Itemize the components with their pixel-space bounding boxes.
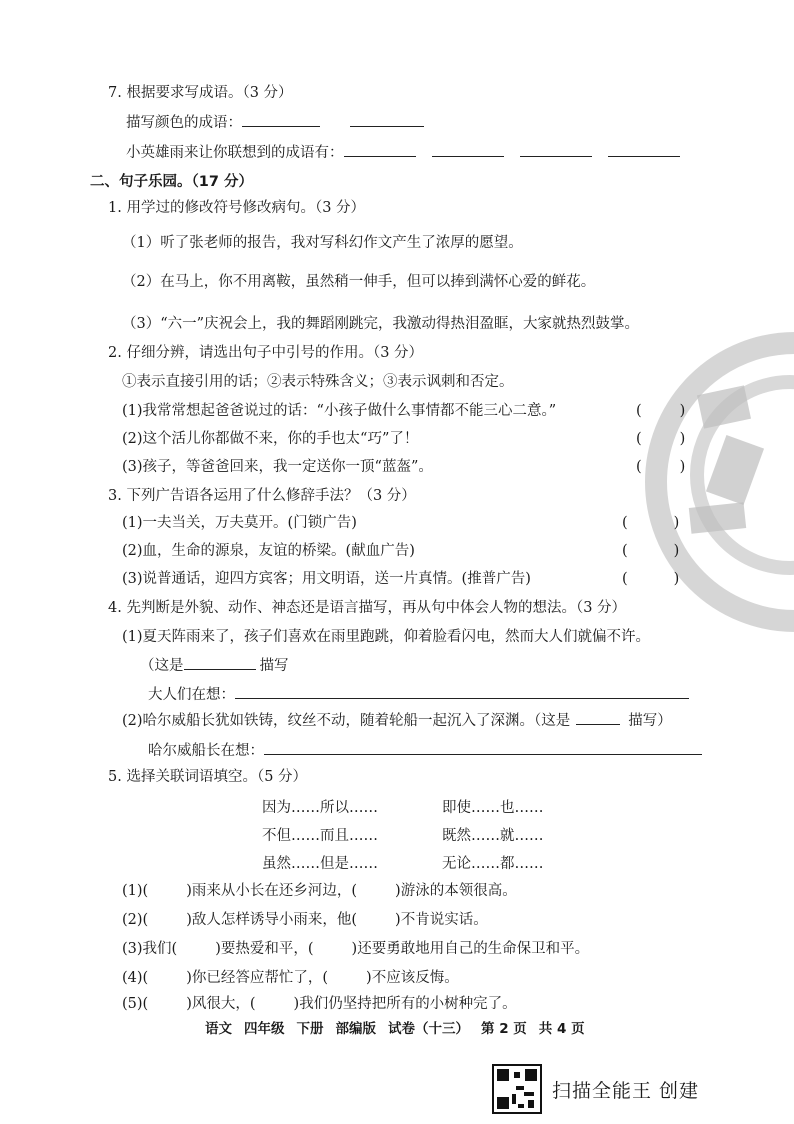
answer-paren[interactable]: ( )	[636, 403, 686, 419]
footer-paper: 试卷（十三）	[388, 1021, 469, 1037]
q4-sentence-1: (1)夏天阵雨来了，孩子们喜欢在雨里跑跳，仰着脸看闪电，然而大人们就偏不许。	[122, 629, 651, 645]
conjunction-option: 无论……都……	[442, 856, 544, 872]
q2-sentence-1: (1)我常常想起爸爸说过的话：“小孩子做什么事情都不能三心二意。”	[122, 403, 557, 419]
conjunction-option: 即使……也……	[442, 800, 544, 816]
answer-blank[interactable]	[264, 740, 702, 755]
q5-sentence-4	[122, 968, 459, 988]
footer-page: 第 2 页	[481, 1021, 527, 1037]
q5-text: )要热爱和平，(	[215, 941, 314, 957]
answer-paren[interactable]: ( )	[622, 515, 680, 531]
q5-text: (1)(	[122, 883, 149, 899]
footer-subject: 语文	[205, 1021, 232, 1037]
q5-sentence-2	[122, 910, 488, 930]
q7-title: 7. 根据要求写成语。（3 分）	[108, 85, 293, 101]
q5-sentence-3	[122, 939, 589, 959]
q4-sentence-2-text: (2)哈尔威船长犹如铁铸，纹丝不动，随着轮船一起沉入了深渊。（这是	[122, 713, 571, 729]
q5-text: (3)我们(	[122, 941, 178, 957]
footer-volume: 下册	[296, 1021, 324, 1037]
q4-type-pre: （这是	[140, 658, 184, 674]
q2-sentence-3: (3)孩子，等爸爸回来，我一定送你一顶“蓝盔”。	[122, 459, 433, 475]
q4-title: 4. 先判断是外貌、动作、神态还是语言描写，再从句中体会人物的想法。（3 分）	[108, 600, 627, 616]
q5-text: )风很大，(	[186, 996, 256, 1012]
footer-total: 共 4 页	[538, 1021, 585, 1037]
answer-blank[interactable]	[242, 112, 320, 127]
q7-color-line	[126, 112, 424, 133]
q4-think-line-2	[148, 740, 702, 761]
section-2-title: 二、句子乐园。（17 分）	[90, 174, 253, 190]
conjunction-option: 因为……所以……	[262, 800, 378, 816]
q5-text: )游泳的本领很高。	[395, 883, 517, 899]
q5-text: )你已经答应帮忙了，(	[186, 970, 329, 986]
q3-sentence-1: (1)一夫当关，万夫莫开。(门锁广告)	[122, 515, 357, 531]
q4-think-line-1	[148, 684, 689, 705]
conjunction-option: 虽然……但是……	[262, 856, 378, 872]
answer-paren[interactable]: ( )	[636, 459, 686, 475]
q1-sentence-2: （2）在马上，你不用离鞍，虽然稍一伸手，但可以捧到满怀心爱的鲜花。	[122, 274, 596, 290]
answer-blank[interactable]	[184, 655, 256, 670]
answer-paren[interactable]: ( )	[622, 571, 680, 587]
q5-text: (4)(	[122, 970, 149, 986]
q4-sentence-2	[122, 710, 672, 731]
answer-blank[interactable]	[608, 142, 680, 157]
q7-rain-label: 小英雄雨来让你联想到的成语有：	[126, 145, 344, 161]
page-footer	[205, 1017, 597, 1037]
q1-title: 1. 用学过的修改符号修改病句。（3 分）	[108, 200, 366, 216]
q2-options: ①表示直接引用的话；②表示特殊含义；③表示讽刺和否定。	[122, 374, 514, 390]
answer-paren[interactable]: ( )	[622, 543, 680, 559]
q3-sentence-3: (3)说普通话，迎四方宾客；用文明语，送一片真情。(推普广告)	[122, 571, 531, 587]
q1-sentence-1: （1）听了张老师的报告，我对写科幻作文产生了浓厚的愿望。	[122, 235, 523, 251]
footer-edition: 部编版	[335, 1021, 376, 1037]
q5-text: )敌人怎样诱导小雨来，他(	[186, 912, 358, 928]
q5-sentence-5	[122, 994, 517, 1014]
q5-text: )我们仍坚持把所有的小树种完了。	[293, 996, 517, 1012]
q5-text: (2)(	[122, 912, 149, 928]
q5-text: )不应该反悔。	[366, 970, 459, 986]
q2-sentence-2: (2)这个活儿你都做不来，你的手也太“巧”了！	[122, 431, 419, 447]
q5-text: )还要勇敢地用自己的生命保卫和平。	[351, 941, 590, 957]
scanner-watermark-text: 扫描全能王 创建	[552, 1080, 700, 1102]
q7-color-label: 描写颜色的成语：	[126, 115, 242, 131]
answer-blank[interactable]	[576, 710, 620, 725]
answer-blank[interactable]	[520, 142, 592, 157]
q5-text: )不肯说实话。	[395, 912, 488, 928]
q7-rain-line	[126, 142, 680, 163]
conjunction-option: 既然……就……	[442, 828, 544, 844]
answer-blank[interactable]	[344, 142, 416, 157]
q3-title: 3. 下列广告语各运用了什么修辞手法？（3 分）	[108, 488, 416, 504]
answer-blank[interactable]	[432, 142, 504, 157]
q5-title: 5. 选择关联词语填空。（5 分）	[108, 769, 308, 785]
q5-text: )雨来从小长在还乡河边，(	[186, 883, 358, 899]
q4-think-label-2: 哈尔威船长在想：	[148, 743, 264, 759]
qr-code-icon	[492, 1064, 542, 1114]
q4-think-label: 大人们在想：	[148, 687, 235, 703]
q4-sentence-2-post: 描写）	[628, 713, 672, 729]
q4-type-line-1	[140, 655, 289, 676]
q5-sentence-1	[122, 881, 517, 901]
q4-type-post: 描写	[259, 658, 289, 674]
q1-sentence-3: （3）“六一”庆祝会上，我的舞蹈刚跳完，我激动得热泪盈眶，大家就热烈鼓掌。	[122, 316, 640, 332]
q2-title: 2. 仔细分辨，请选出句子中引号的作用。（3 分）	[108, 345, 424, 361]
answer-blank[interactable]	[235, 684, 689, 699]
answer-paren[interactable]: ( )	[636, 431, 686, 447]
q3-sentence-2: (2)血，生命的源泉，友谊的桥梁。(献血广告)	[122, 543, 415, 559]
footer-grade: 四年级	[244, 1021, 285, 1037]
answer-blank[interactable]	[350, 112, 424, 127]
conjunction-option: 不但……而且……	[262, 828, 378, 844]
q5-text: (5)(	[122, 996, 149, 1012]
